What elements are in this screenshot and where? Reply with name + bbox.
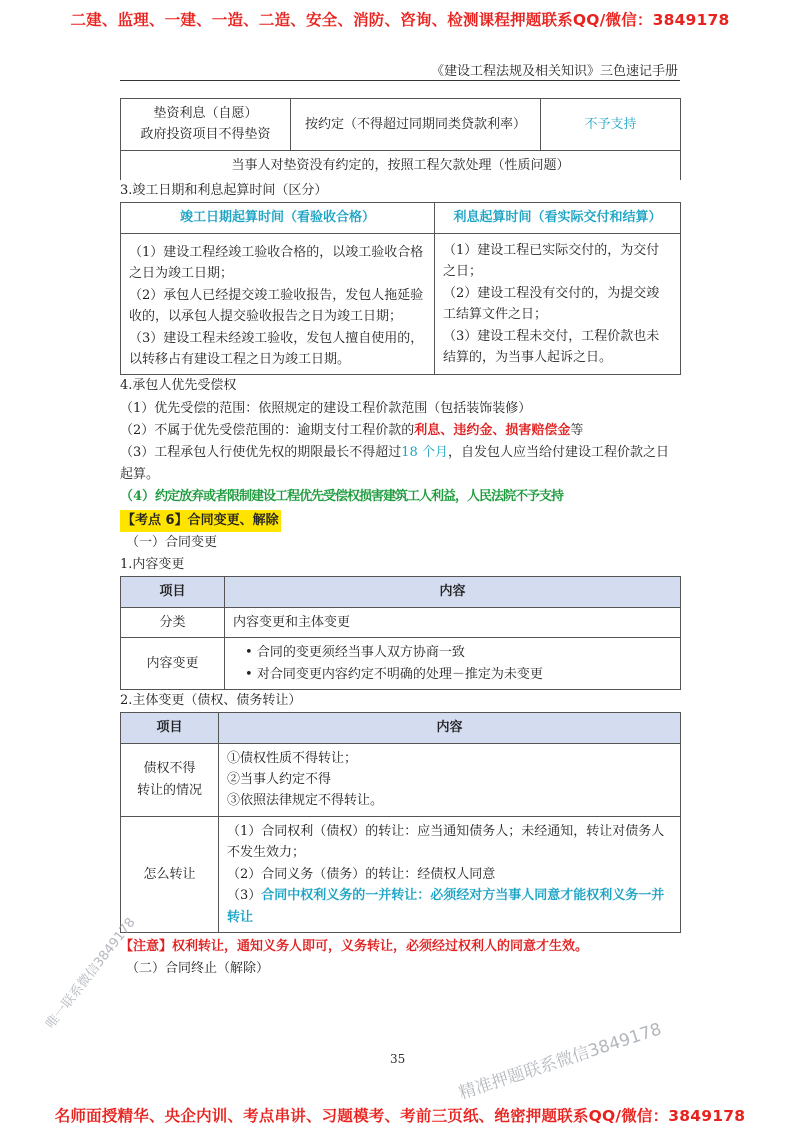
separator: 、 <box>440 422 454 438</box>
bottom-banner: 名师面授精华、央企内训、考点串讲、习题模考、考前三页纸、绝密押题联系QQ/微信：3849178 <box>54 1107 746 1125</box>
government-project-label: 政府投资项目不得垫资 <box>140 127 271 143</box>
completion-date-header: 竣工日期起算时间（看验收合格） <box>121 203 435 233</box>
not-priority-scope <box>120 420 680 442</box>
not-supported-cell: 不予支持 <box>541 99 681 151</box>
table-header-content: 内容 <box>219 713 681 743</box>
period-tail: ，自发包人应当给付建设工程价款之日起算。 <box>120 444 669 482</box>
list-item: （1）合同权利（债权）的转让：应当通知债务人；未经通知，转让对债务人不发生效力； <box>227 823 665 861</box>
interest-item: （1）建设工程已实际交付的，为交付之日； <box>443 242 660 280</box>
joint-transfer-text: 合同中权利义务的一并转让：必须经对方当事人同意才能权利义务一并转让 <box>227 888 665 925</box>
list-item: ③依照法律规定不得转让。 <box>227 793 384 809</box>
penalty-term: 违约金 <box>453 422 493 438</box>
section4-heading: 4.承包人优先受偿权 <box>120 378 237 394</box>
list-item: • 合同的变更须经当事人双方协商一致 <box>245 642 672 663</box>
book-title: 《建设工程法规及相关知识》三色速记手册 <box>430 64 678 79</box>
advance-interest-table <box>120 98 681 180</box>
page-content <box>120 98 680 980</box>
completion-item: （1）建设工程经竣工验收合格的，以竣工验收合格之日为竣工日期； <box>129 244 424 282</box>
waiver-text: 约定放弃或者限制建设工程优先受偿权损害建筑工人利益，人民法院不予支持 <box>155 488 564 504</box>
content-change-value <box>225 638 681 690</box>
interest-item: （3）建设工程未交付，工程价款也未结算的，为当事人起诉之日。 <box>443 328 660 366</box>
non-transferable-label <box>121 743 219 816</box>
content-change-label: 内容变更 <box>121 638 225 690</box>
list-item <box>227 885 672 928</box>
completion-item: （2）承包人已经提交竣工验收报告，发包人拖延验收的，以承包人提交验收报告之日为竣工日期； <box>129 287 424 325</box>
waiver-number: （4） <box>120 488 156 504</box>
advance-interest-label: 垫资利息（自愿） <box>153 106 258 121</box>
subject-change-heading: 2.主体变更（债权、债务转让） <box>120 693 302 709</box>
how-to-transfer-items <box>219 816 681 932</box>
section3-heading: 3.竣工日期和利息起算时间（区分） <box>120 183 328 199</box>
priority-scope: （1）优先受偿的范围：依照规定的建设工程价款范围（包括装饰装修） <box>120 400 532 416</box>
item-number: （3） <box>227 888 262 904</box>
not-priority-text: （2）不属于优先受偿范围的：逾期支付工程价款的 <box>120 422 415 438</box>
completion-item: （3）建设工程未经竣工验收，发包人擅自使用的，以转移占有建设工程之日为竣工日期。 <box>129 330 424 368</box>
interest-item: （2）建设工程没有交付的，为提交竣工结算文件之日； <box>443 285 660 323</box>
interest-start-items <box>435 233 681 375</box>
period-text: （3）工程承包人行使优先权的期限最长不得超过 <box>120 444 402 460</box>
page-number: 35 <box>390 1052 406 1066</box>
interest-term: 利息 <box>414 422 441 438</box>
advance-interest-cell <box>121 99 291 151</box>
contract-change-subheading: （一）合同变更 <box>126 535 218 551</box>
eighteen-months: 18 个月 <box>401 444 448 460</box>
priority-period <box>120 442 680 486</box>
kaodian-heading <box>120 510 680 532</box>
waiver-clause <box>120 486 680 508</box>
label-line: 债权不得 <box>143 761 196 777</box>
subject-change-table <box>120 712 681 933</box>
list-item: ①债权性质不得转让； <box>227 750 358 766</box>
contract-termination-subheading: （二）合同终止（解除） <box>126 961 270 977</box>
watermark-right: 精准押题联系微信3849178 <box>456 1019 665 1104</box>
damages-term: 损害赔偿金 <box>505 422 571 438</box>
interest-start-header: 利息起算时间（看实际交付和结算） <box>435 203 681 233</box>
list-item: ②当事人约定不得 <box>227 772 332 788</box>
table-header-item: 项目 <box>121 577 225 607</box>
suffix-text: 等 <box>570 422 584 438</box>
top-banner: 二建、监理、一建、一造、二造、安全、消防、咨询、检测课程押题联系QQ/微信：3849178 <box>70 11 730 29</box>
how-to-transfer-label: 怎么转让 <box>121 816 219 932</box>
attention-note: 【注意】权利转让，通知义务人即可，义务转让，必须经过权利人的同意才生效。 <box>120 939 589 955</box>
label-line: 转让的情况 <box>136 782 202 798</box>
completion-date-table <box>120 202 681 375</box>
completion-date-items <box>121 233 435 375</box>
classification-label: 分类 <box>121 607 225 637</box>
list-item: • 对合同变更内容约定不明确的处理－推定为未变更 <box>245 664 672 685</box>
table-header-content: 内容 <box>225 577 681 607</box>
table-header-item: 项目 <box>121 713 219 743</box>
header-divider <box>120 80 680 81</box>
classification-value: 内容变更和主体变更 <box>225 607 681 637</box>
advance-note-cell: 当事人对垫资没有约定的，按照工程欠款处理（性质问题） <box>121 150 681 180</box>
separator: 、 <box>492 422 506 438</box>
content-change-heading: 1.内容变更 <box>120 557 185 573</box>
watermark-left: 唯一联系微信3849178 <box>43 915 139 1032</box>
list-item: （2）合同义务（债务）的转让：经债权人同意 <box>227 866 496 882</box>
content-change-table <box>120 576 681 690</box>
agreement-cell: 按约定（不得超过同期同类贷款利率） <box>291 99 541 151</box>
kaodian-label: 【考点 6】合同变更、解除 <box>120 510 281 532</box>
non-transferable-items <box>219 743 681 816</box>
